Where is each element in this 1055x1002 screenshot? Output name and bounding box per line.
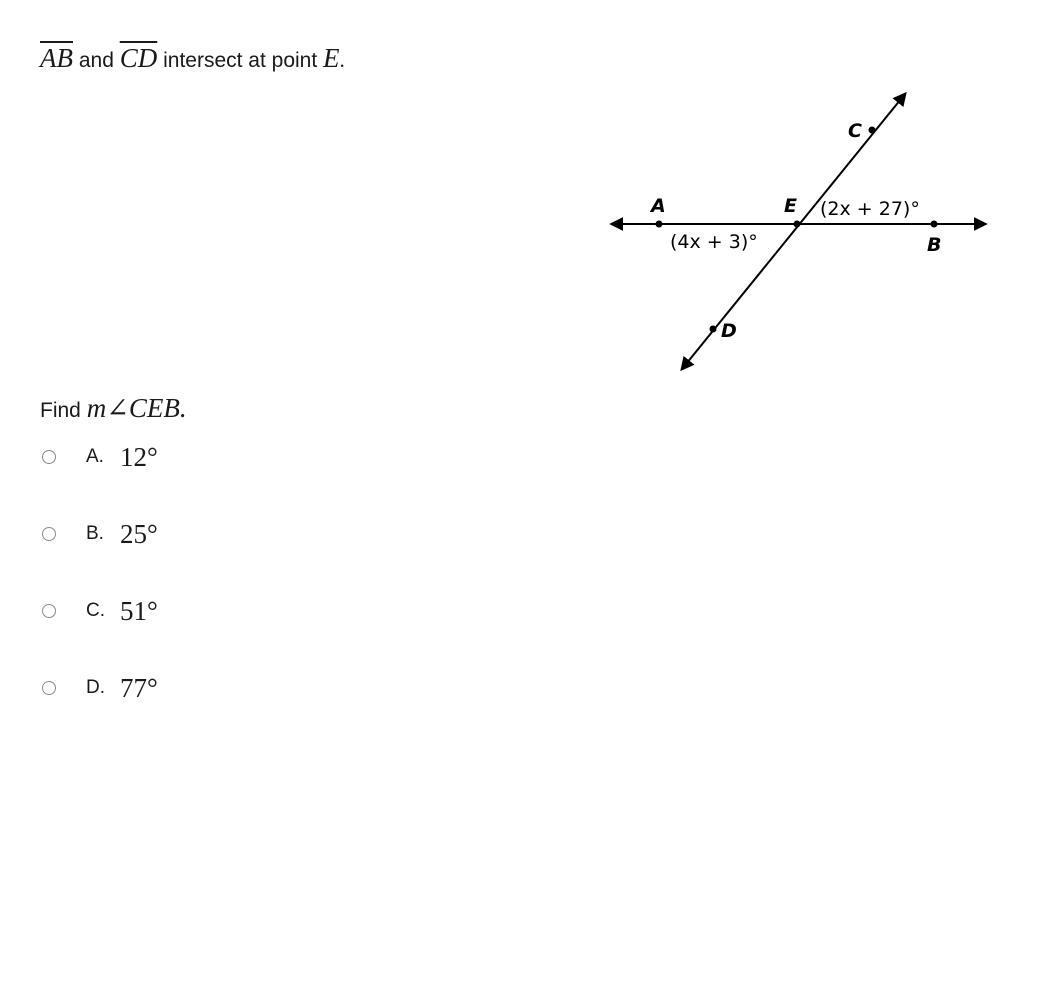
- label-c: C: [848, 120, 862, 142]
- label-d: D: [721, 320, 737, 342]
- choice-letter: D.: [86, 677, 105, 698]
- choice-a[interactable]: [42, 437, 158, 477]
- angle-label-ceb: (2x + 27)°: [820, 198, 920, 220]
- choice-value: 51°: [120, 595, 158, 626]
- question-stem: [40, 38, 345, 81]
- choice-d[interactable]: [42, 668, 158, 708]
- choice-letter: A.: [86, 446, 104, 467]
- stem-point: E: [323, 43, 340, 73]
- point-e-dot: [794, 221, 801, 228]
- stem-text: intersect at point: [163, 49, 318, 72]
- stem-period: .: [339, 48, 345, 72]
- find-label: Find: [40, 399, 81, 422]
- choice-letter: C.: [86, 600, 105, 621]
- segment-cd: $\overline{CD}$: [119, 43, 158, 73]
- stem-and: and: [78, 49, 114, 72]
- segment-ab: $\overline{AB}$: [40, 43, 73, 73]
- find-prompt: [40, 388, 187, 431]
- find-expression: m∠CEB.: [86, 393, 187, 423]
- radio-button[interactable]: [42, 450, 56, 464]
- choice-letter: B.: [86, 523, 104, 544]
- radio-button[interactable]: [42, 681, 56, 695]
- angle-label-aed: (4x + 3)°: [670, 231, 758, 253]
- intersecting-lines-diagram: [600, 82, 1000, 382]
- choice-c[interactable]: [42, 591, 158, 631]
- label-e: E: [784, 195, 797, 217]
- choice-value: 25°: [120, 518, 158, 549]
- point-b-dot: [931, 221, 938, 228]
- point-c-dot: [869, 127, 876, 134]
- label-a: A: [651, 195, 666, 217]
- point-d-dot: [710, 326, 717, 333]
- radio-button[interactable]: [42, 527, 56, 541]
- choice-value: 77°: [120, 672, 158, 703]
- label-b: B: [927, 234, 942, 256]
- choice-b[interactable]: [42, 514, 158, 554]
- point-a-dot: [656, 221, 663, 228]
- radio-button[interactable]: [42, 604, 56, 618]
- choice-value: 12°: [120, 441, 158, 472]
